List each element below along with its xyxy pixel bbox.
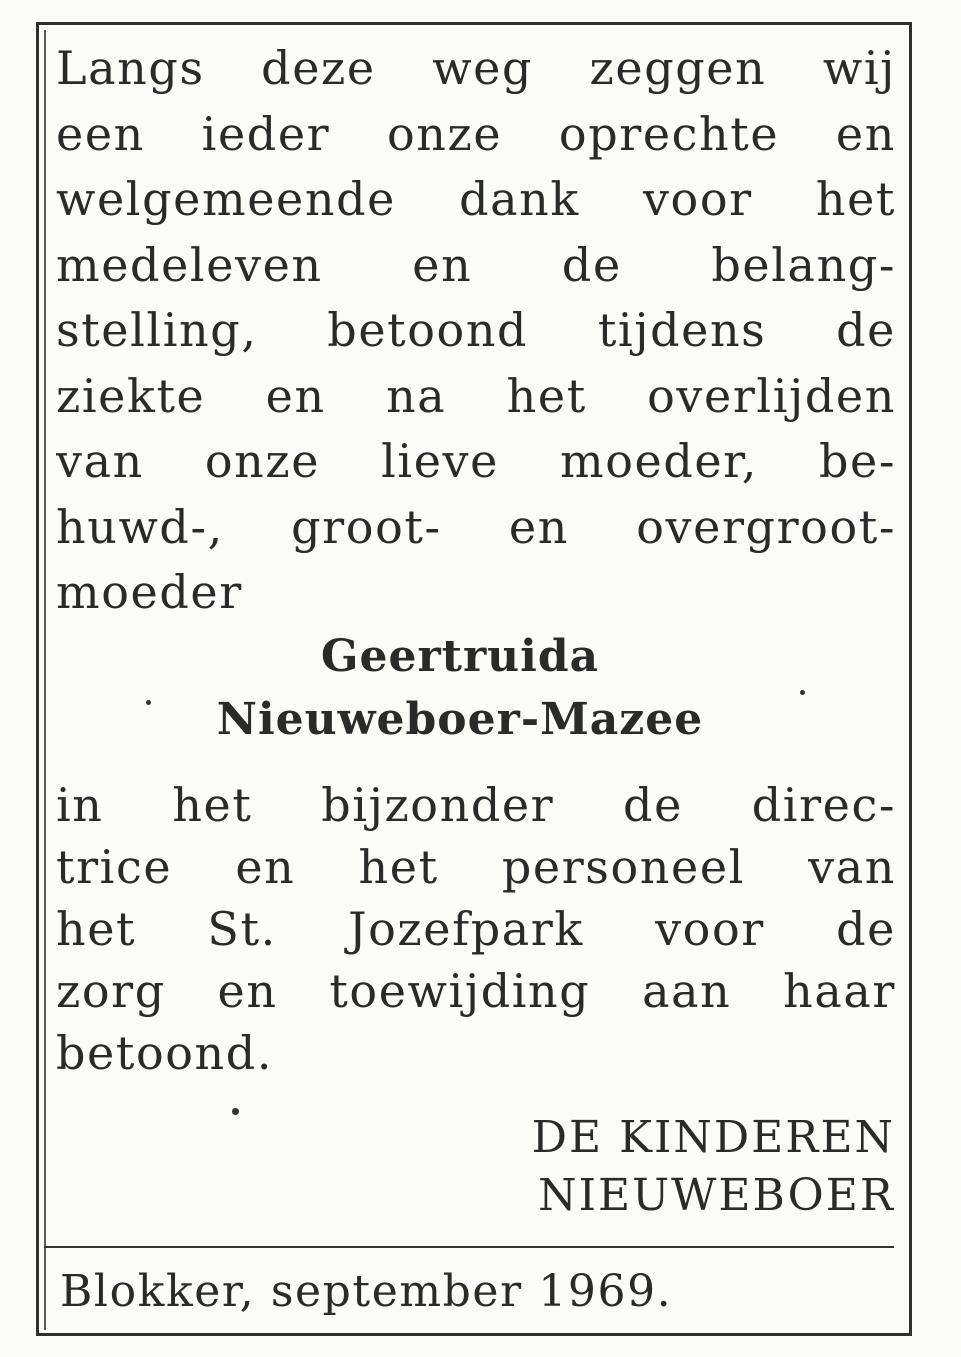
special-thanks-paragraph	[56, 774, 896, 1084]
text-line: huwd-, groot- en overgroot-	[56, 499, 896, 554]
signature-line-2: NIEUWEBOER	[538, 1170, 895, 1221]
text-line: in het bijzonder de direc-	[56, 778, 896, 832]
place-and-date: Blokker, september 1969.	[60, 1266, 673, 1317]
text-line: ziekte en na het overlijden	[56, 368, 896, 423]
thanks-paragraph	[56, 36, 896, 626]
deceased-first-name: Geertruida	[320, 631, 600, 682]
text-line: moeder	[56, 565, 243, 619]
print-speck	[146, 700, 151, 705]
text-line: Langs deze weg zeggen wij	[56, 41, 896, 95]
signature-line-1: DE KINDEREN	[531, 1112, 895, 1163]
text-line: welgemeende dank voor het	[56, 172, 896, 226]
text-line: betoond.	[56, 1026, 274, 1080]
deceased-surname: Nieuweboer-Mazee	[216, 694, 704, 745]
footer-divider	[44, 1246, 894, 1248]
text-line: van onze lieve moeder, be-	[56, 434, 896, 488]
text-line: het St. Jozefpark voor de	[56, 902, 896, 956]
text-line: een ieder onze oprechte en	[56, 106, 896, 161]
text-line: medeleven en de belang-	[56, 237, 896, 292]
text-line: stelling, betoond tijdens de	[56, 303, 896, 357]
text-line: zorg en toewijding aan haar	[56, 964, 896, 1018]
text-line: trice en het personeel van	[56, 840, 896, 894]
print-speck	[232, 1108, 239, 1115]
print-speck	[800, 690, 805, 695]
